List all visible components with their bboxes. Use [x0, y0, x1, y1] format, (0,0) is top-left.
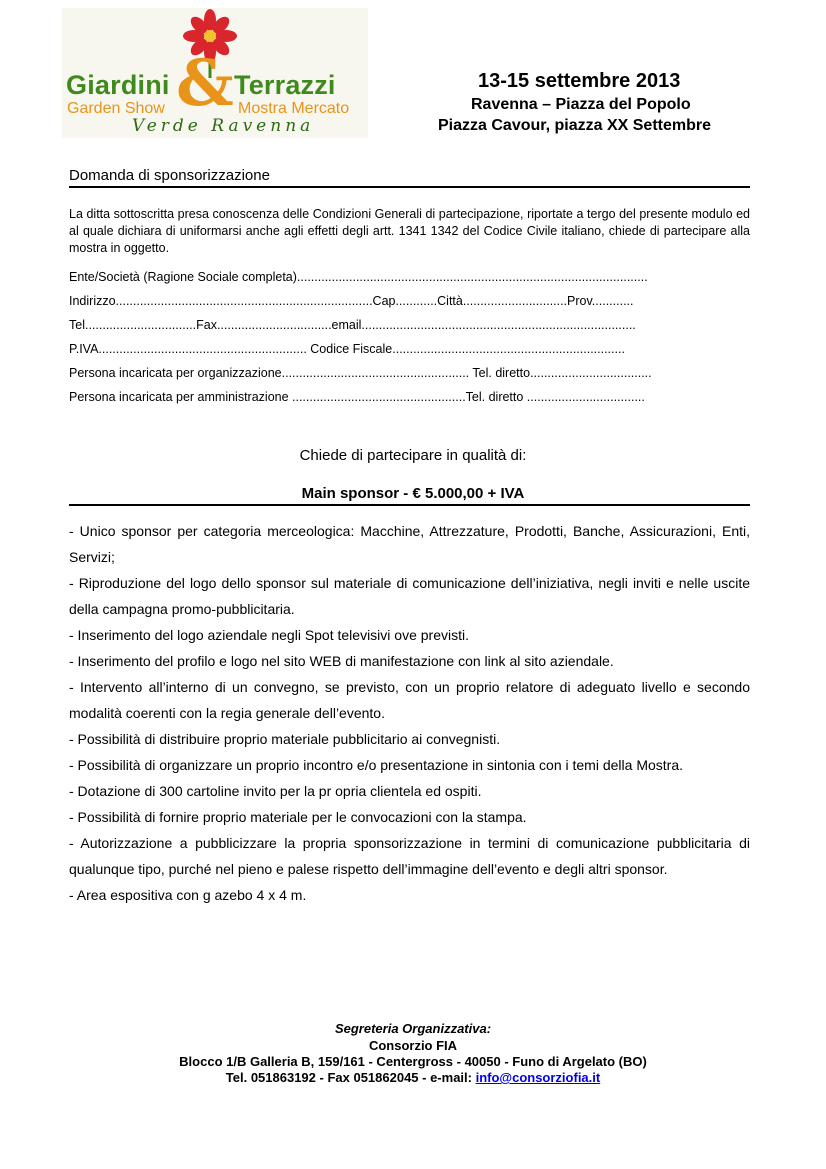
list-item: - Riproduzione del logo dello sponsor sul materiale di comunicazione dell’iniziativa, negli inviti e nelle uscite della campagna promo-pubblicitaria.	[69, 575, 750, 617]
footer-organization: Consorzio FIA	[368, 1038, 458, 1053]
list-item: - Inserimento del profilo e logo nel sito WEB di manifestazione con link al sito aziendale.	[69, 653, 614, 669]
logo-word-terrazzi: Terrazzi	[234, 70, 336, 100]
event-date: 13-15 settembre 2013	[478, 70, 681, 92]
footer-heading: Segreteria Organizzativa:	[334, 1021, 492, 1036]
list-item: - Area espositiva con g azebo 4 x 4 m.	[69, 887, 307, 903]
sponsor-divider	[69, 504, 750, 506]
sponsor-tier: Main sponsor - € 5.000,00 + IVA	[301, 485, 525, 502]
logo-ampersand: &	[176, 46, 234, 121]
list-item: - Possibilità di distribuire proprio materiale pubblicitario ai convegnisti.	[69, 731, 501, 747]
event-location-line-1: Ravenna – Piazza del Popolo	[471, 96, 691, 113]
list-item: - Intervento all’interno di un convegno, se previsto, con un proprio relatore di adeguato livello e secondo modalità coerenti con la regia generale dell’evento.	[69, 679, 750, 721]
logo-word-giardini: Giardini	[66, 70, 170, 100]
field-persona-organizzazione[interactable]: Persona incaricata per organizzazione...................................................... Tel. diretto...................................	[69, 366, 652, 380]
footer-phone-fax: Tel. 051863192 - Fax 051862045 - e-mail:	[225, 1070, 476, 1085]
logo-mostra-mercato: Mostra Mercato	[238, 100, 350, 117]
field-piva-codice-fiscale[interactable]: P.IVA............................................................ Codice Fiscale...................................................................	[69, 342, 625, 356]
logo-garden-show: Garden Show	[67, 100, 165, 117]
event-logo	[62, 8, 368, 138]
list-item: - Possibilità di fornire proprio materiale per le convocazioni con la stampa.	[69, 809, 527, 825]
field-tel-fax-email[interactable]: Tel................................Fax.................................email...............................................................................	[69, 318, 636, 332]
field-ente-societa[interactable]: Ente/Società (Ragione Sociale completa).....................................................................................................	[69, 270, 648, 284]
benefits-list	[69, 518, 750, 908]
event-location-line-2: Piazza Cavour, piazza XX Settembre	[438, 117, 711, 134]
list-item: - Unico sponsor per categoria merceologica: Macchine, Attrezzature, Prodotti, Banche, Assicurazioni, Enti, Servizi;	[69, 523, 750, 565]
list-item: - Possibilità di organizzare un proprio incontro e/o presentazione in sintonia con i temi della Mostra.	[69, 757, 683, 773]
footer-address: Blocco 1/B Galleria B, 159/161 - Centergross - 40050 - Funo di Argelato (BO)	[179, 1054, 647, 1069]
footer-email-link[interactable]: info@consorziofia.it	[475, 1070, 601, 1085]
list-item: - Autorizzazione a pubblicizzare la propria sponsorizzazione in termini di comunicazione pubblicitaria di qualunque tipo, purché nel pieno e palese rispetto dell’immagine dell’evento e degli altri sponsor.	[69, 835, 750, 877]
document-title: Domanda di sponsorizzazione	[69, 167, 270, 184]
intro-paragraph: La ditta sottoscritta presa conoscenza delle Condizioni Generali di partecipazione, riportate a tergo del presente modulo ed al quale dichiara di uniformarsi anche agli effetti degli artt. 1341 1342 del Codice Civile italiano, chiede di partecipare alla mostra in oggetto.	[69, 207, 750, 255]
title-divider	[69, 186, 750, 188]
list-item: - Inserimento del logo aziendale negli Spot televisivi ove previsti.	[69, 627, 469, 643]
list-item: - Dotazione di 300 cartoline invito per la pr opria clientela ed ospiti.	[69, 783, 482, 799]
logo-verde-ravenna: Verde Ravenna	[132, 116, 315, 136]
field-indirizzo[interactable]: Indirizzo..........................................................................Cap............Città..............................Prov............	[69, 294, 634, 308]
footer-contacts	[0, 1070, 826, 1085]
request-heading: Chiede di partecipare in qualità di:	[299, 447, 527, 464]
field-persona-amministrazione[interactable]: Persona incaricata per amministrazione ..................................................Tel. diretto ..................................	[69, 390, 645, 404]
